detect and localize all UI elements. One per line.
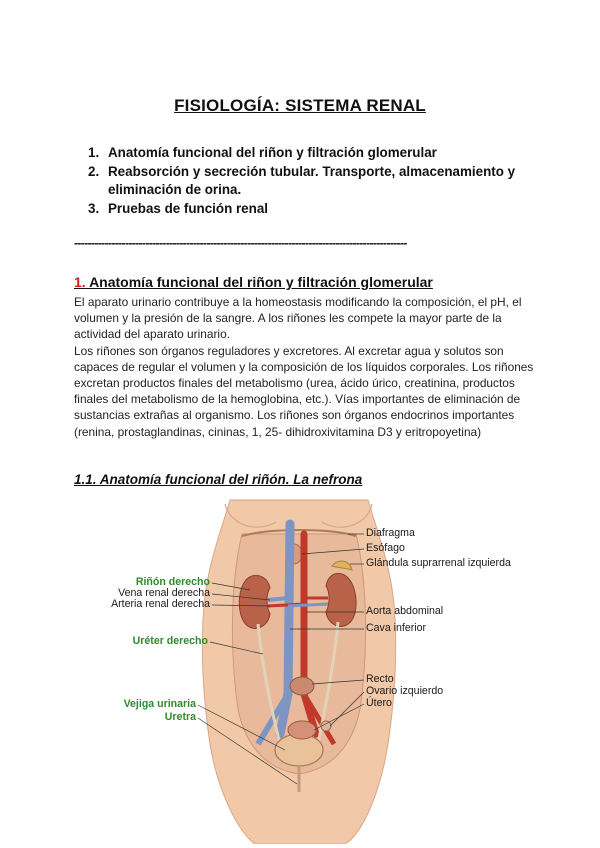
toc-item: 1. Anatomía funcional del riñon y filtración glomerular bbox=[88, 145, 437, 160]
left-ovary bbox=[321, 721, 331, 731]
label-vejiga: Vejiga urinaria bbox=[123, 698, 196, 710]
section-title: Anatomía funcional del riñon y filtración glomerular bbox=[89, 274, 433, 290]
separator-line: -------------------------------------------------------------------------------------------------- bbox=[74, 236, 407, 250]
rectum bbox=[290, 677, 314, 695]
label-esofago: Esófago bbox=[366, 542, 405, 554]
section-number: 1. bbox=[74, 274, 86, 290]
subsection-heading: 1.1. Anatomía funcional del riñón. La nefrona bbox=[74, 472, 363, 487]
label-glandula: Glándula suprarrenal izquierda bbox=[366, 557, 511, 569]
label-aorta: Aorta abdominal bbox=[366, 605, 444, 617]
label-uretra: Uretra bbox=[164, 711, 196, 723]
toc-item: 3. Pruebas de función renal bbox=[88, 200, 268, 216]
label-cava: Cava inferior bbox=[366, 622, 427, 634]
toc-item: 2. Reabsorción y secreción tubular. Transporte, almacenamiento y eliminación de orina. bbox=[88, 163, 516, 197]
label-vena-renal: Vena renal derecha bbox=[118, 587, 210, 599]
uterus bbox=[288, 721, 316, 739]
label-recto: Recto bbox=[366, 673, 394, 685]
label-rinon-derecho: Riñón derecho bbox=[135, 576, 210, 588]
label-diafragma: Diafragma bbox=[366, 527, 415, 539]
paragraph: El aparato urinario contribuye a la homeostasis modificando la composición, el pH, el volumen y la presión de la sangre. A los riñones les compete la mayor parte de la actividad del aparato urinario. bbox=[74, 295, 522, 342]
right-kidney bbox=[239, 576, 270, 629]
page-title: FISIOLOGÍA: SISTEMA RENAL bbox=[174, 96, 426, 115]
table-of-contents bbox=[88, 144, 538, 218]
anatomy-drawing bbox=[80, 494, 520, 844]
paragraph: Los riñones son órganos reguladores y excretores. Al excretar agua y solutos son capaces de regular el volumen y la composición de los líquidos corporales. Los riñones excretan productos finales del metabolismo (urea, ácido úrico, creatinina, productos finales del metabolismo de la hemoglobina, etc.). Vías importantes de eliminación de sustancias extrañas al organismo. Los riñones son órganos endocrinos importantes (renina, prostaglandinas, cininas, 1, 25- dihidroxivitamina D3 y eritropoyetina) bbox=[74, 343, 534, 439]
label-arteria-renal: Arteria renal derecha bbox=[111, 598, 210, 610]
label-utero: Útero bbox=[366, 697, 392, 709]
urinary-system-illustration bbox=[80, 494, 520, 844]
section-heading bbox=[74, 274, 433, 290]
section-body bbox=[74, 294, 534, 440]
label-ureter: Uréter derecho bbox=[132, 635, 208, 647]
label-ovario: Ovario izquierdo bbox=[366, 685, 444, 697]
